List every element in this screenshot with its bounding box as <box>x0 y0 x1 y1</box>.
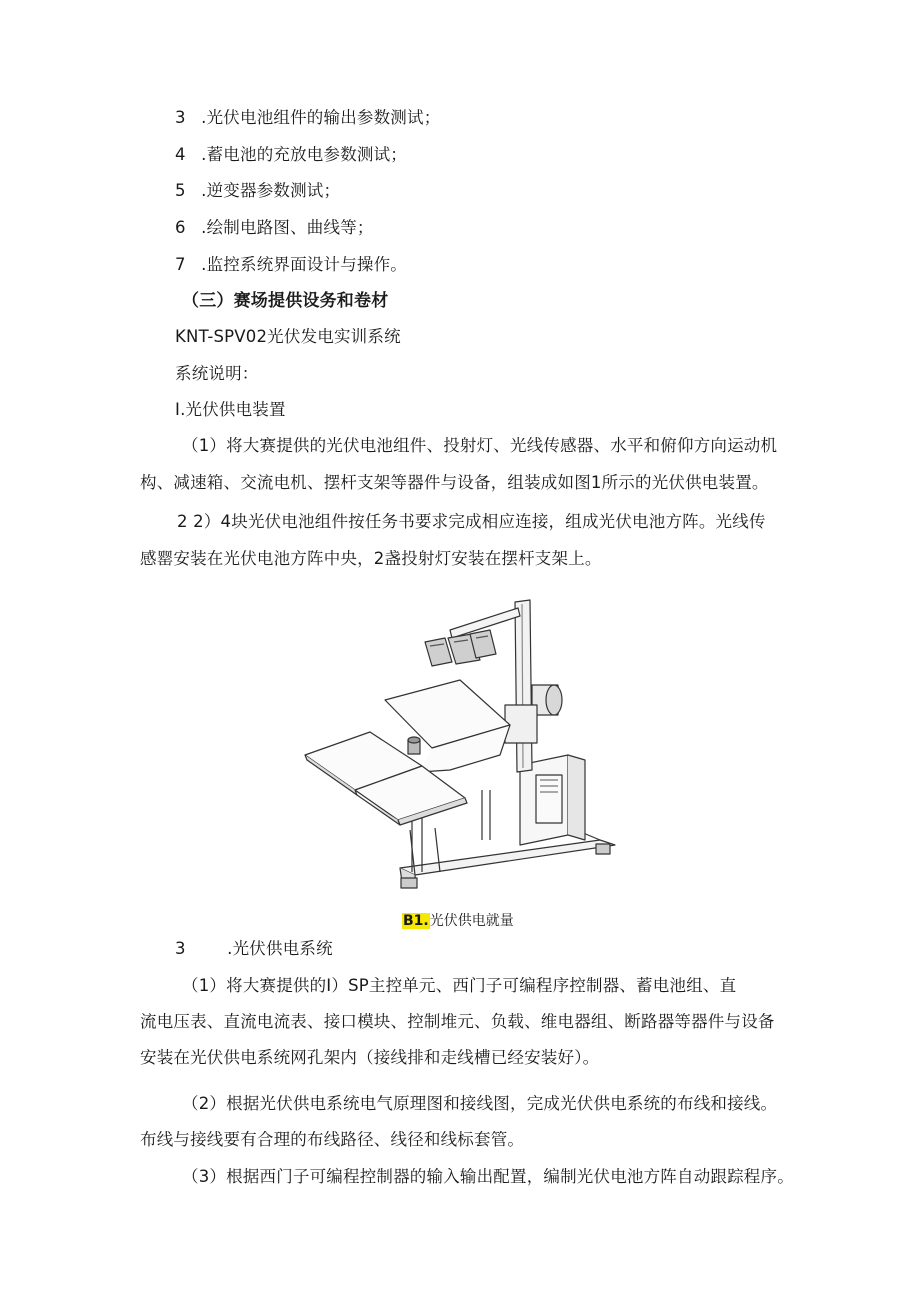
list-text: .逆变器参数测试； <box>201 181 341 200</box>
figure-caption-text: 光伏供电就量 <box>429 913 514 929</box>
list-number: 7 <box>175 255 186 274</box>
part2-paragraph2-line1: （2）根据光伏供电系统电气原理图和接线图，完成光伏供电系统的布线和接线。 <box>182 1094 778 1113</box>
list-item-5 <box>175 179 340 203</box>
part1-paragraph2-line2: 感罂安装在光伏电池方阵中央，2盏投射灯安装在摆杆支架上。 <box>140 549 602 568</box>
system-description-label: 系统说明： <box>175 364 259 383</box>
section-heading: （三）赛场提供设务和卷材 <box>182 291 389 311</box>
part1-paragraph2-line1: 2 2）4块光伏电池组件按任务书要求完成相应连接，组成光伏电池方阵。光线传 <box>177 512 766 531</box>
list-item-3 <box>175 106 440 130</box>
part2-paragraph1-line2: 流电压表、直流电流表、接口模块、控制堆元、负载、维电器组、断路器等器件与设备 <box>140 1012 775 1031</box>
list-number: 3 <box>175 108 186 127</box>
list-text: .光伏电池组件的输出参数测试； <box>201 108 441 127</box>
part1-paragraph1-line1: （1）将大赛提供的光伏电池组件、投射灯、光线传感器、水平和俯仰方向运动机 <box>182 436 778 455</box>
figure-caption <box>402 910 514 932</box>
part2-number: 3 <box>175 939 186 958</box>
part2-paragraph2-line2: 布线与接线要有合理的布线路径、线径和线标套管。 <box>140 1130 525 1149</box>
list-text: .监控系统界面设计与操作。 <box>201 255 408 274</box>
part2-paragraph1-line1: （1）将大赛提供的I）SP主控单元、西门子可编程序控制器、蓄电池组、直 <box>182 976 737 995</box>
list-number: 4 <box>175 145 186 164</box>
list-item-4 <box>175 143 407 167</box>
part2-paragraph3-line1: （3）根据西门子可编程控制器的输入输出配置，编制光伏电池方阵自动跟踪程序。 <box>182 1167 794 1186</box>
list-text: .绘制电路图、曲线等； <box>201 218 374 237</box>
part2-title <box>175 937 333 961</box>
list-text: .蓄电池的充放电参数测试； <box>201 145 408 164</box>
pv-device-illustration <box>300 590 630 905</box>
system-name: KNT-SPV02光伏发电实训系统 <box>175 327 401 346</box>
part1-paragraph1-line2: 构、减速箱、交流电机、摆杆支架等器件与设备，组装成如图1所示的光伏供电装置。 <box>140 473 769 492</box>
part1-title: I.光伏供电装置 <box>175 400 286 419</box>
figure-caption-number: B1. <box>403 913 429 929</box>
list-item-7 <box>175 253 407 277</box>
list-number: 6 <box>175 218 186 237</box>
part2-paragraph1-line3: 安装在光伏供电系统网孔架内（接线排和走线槽已经安装好）。 <box>140 1048 600 1067</box>
list-item-6 <box>175 216 374 240</box>
list-number: 5 <box>175 181 186 200</box>
part2-title-text: .光伏供电系统 <box>227 939 333 958</box>
